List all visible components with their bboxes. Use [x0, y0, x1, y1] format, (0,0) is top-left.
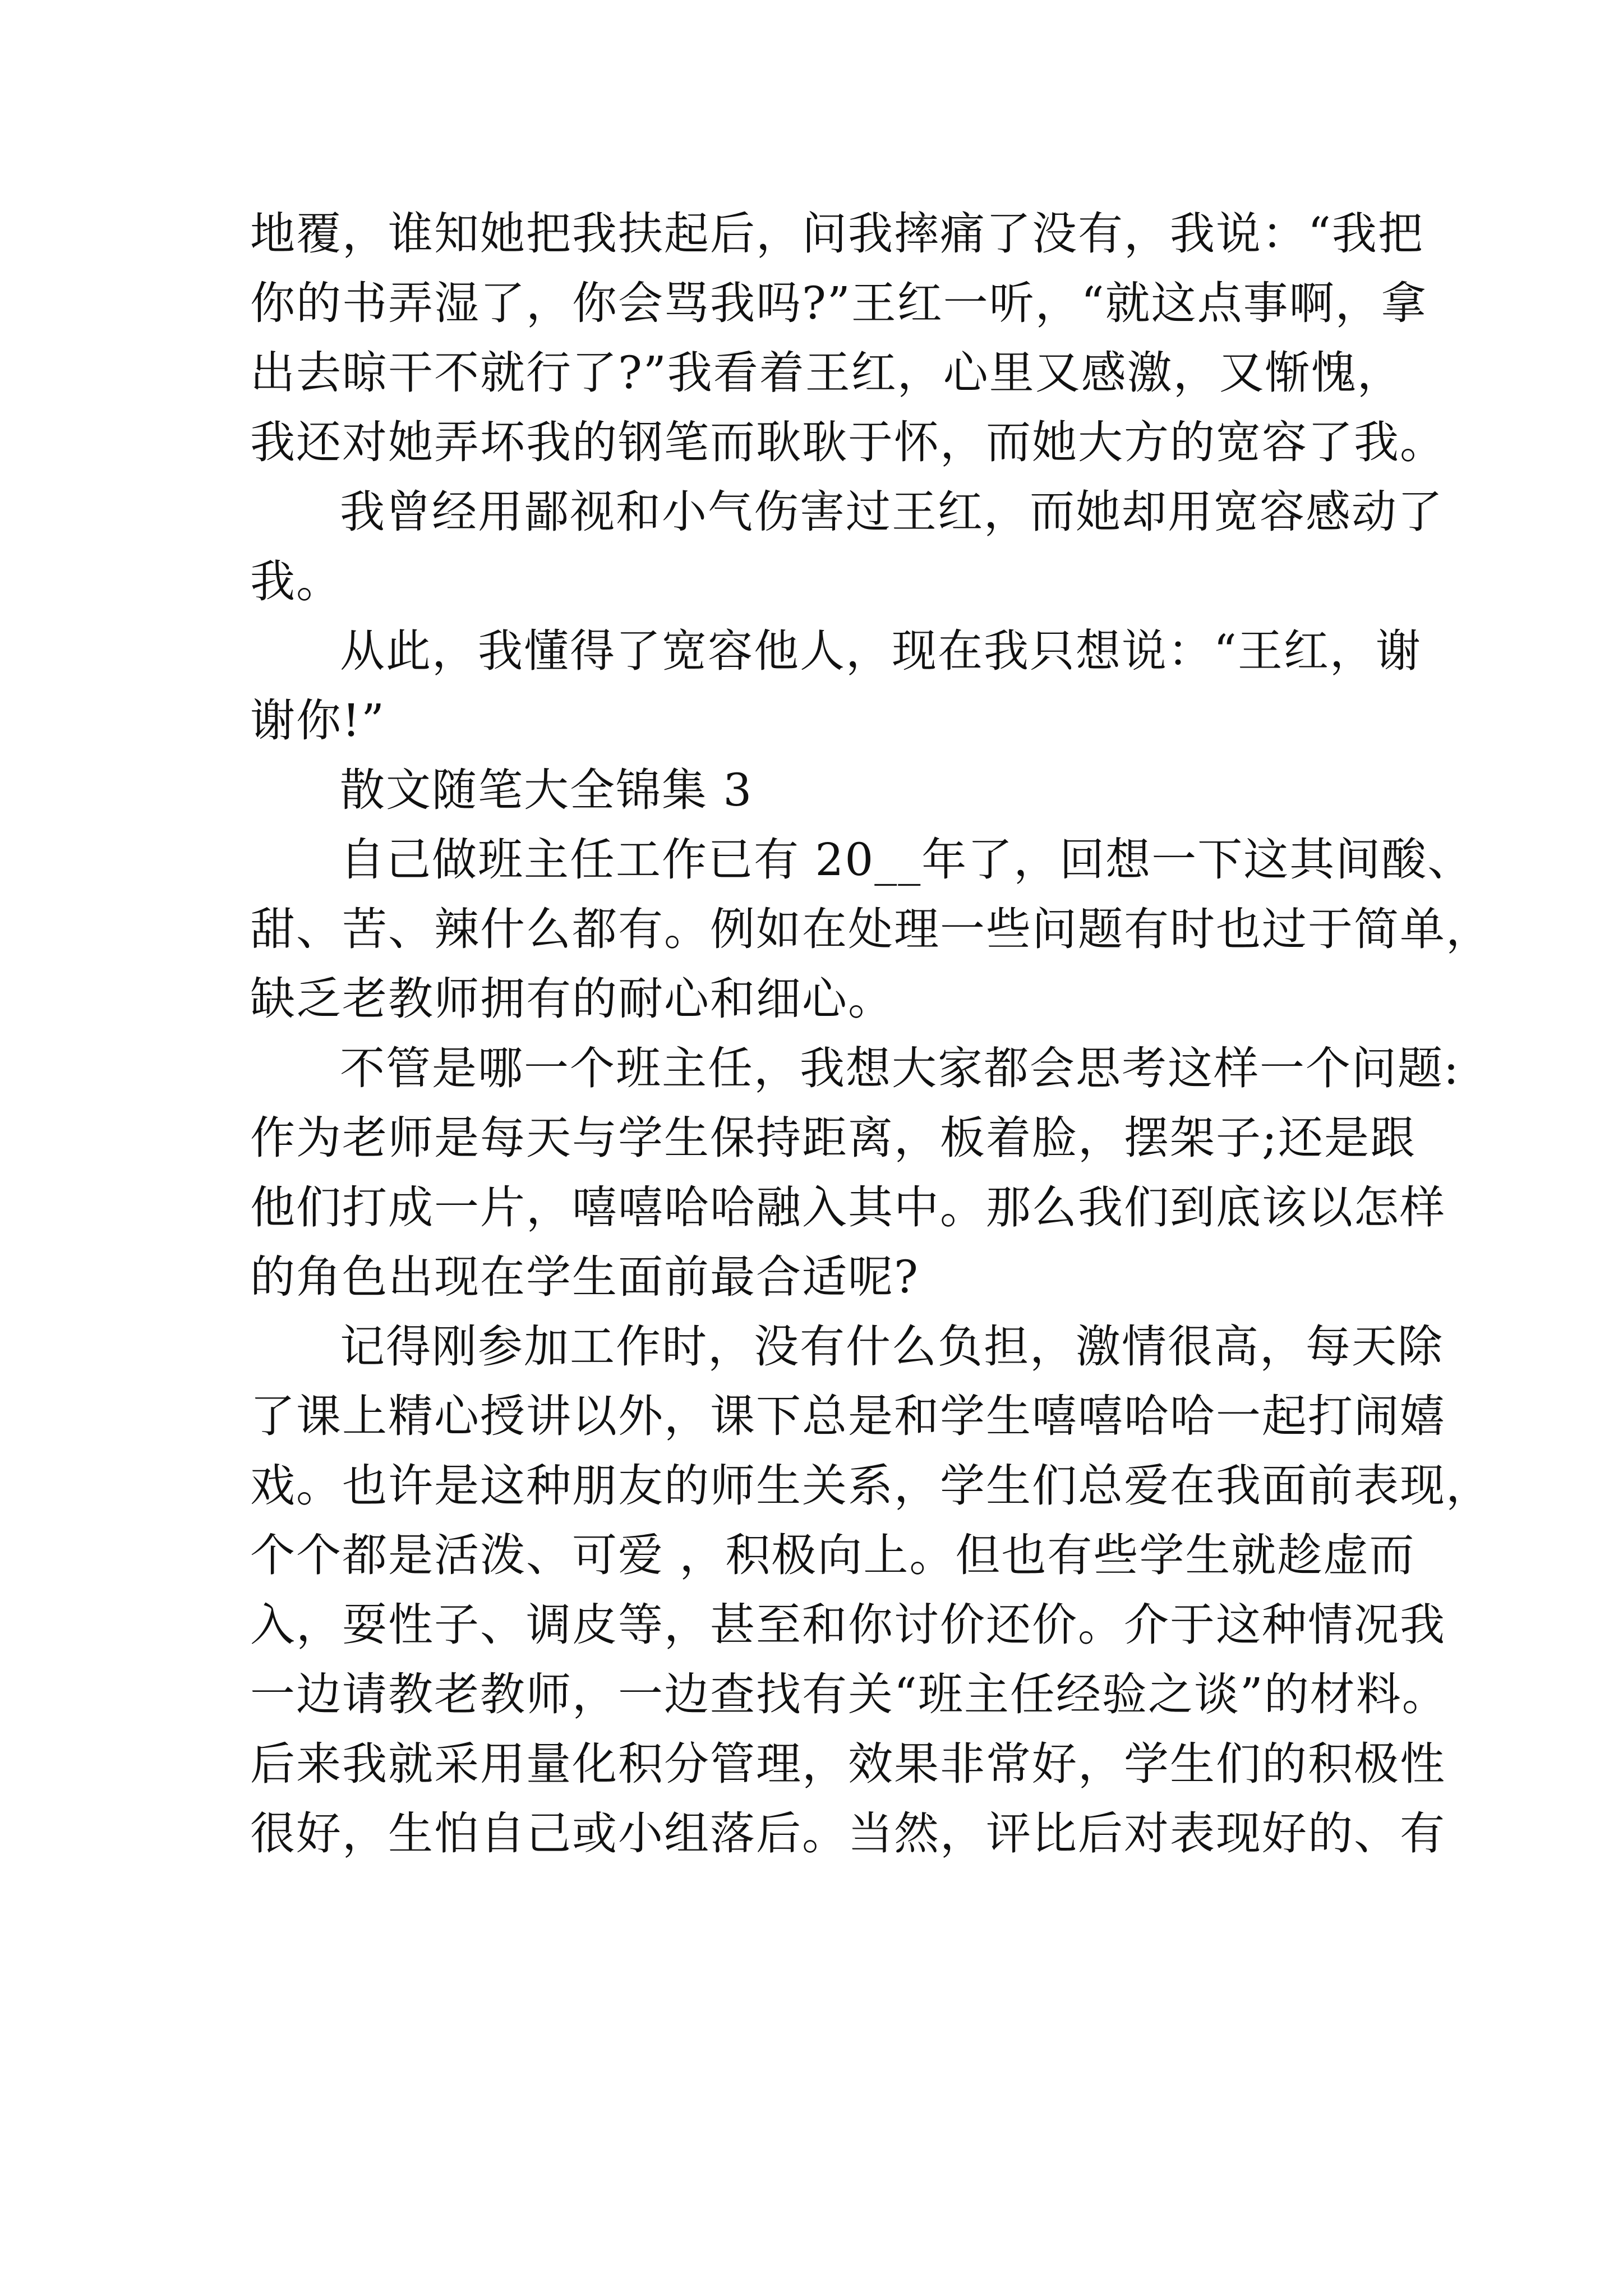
text-line-3: 出去晾干不就行了?”我看着王红，心里又感激，又惭愧，	[250, 347, 1403, 399]
text-line-1: 地覆，谁知她把我扶起后，问我摔痛了没有，我说：“我把	[250, 208, 1424, 260]
text-line-17: 记得刚参加工作时，没有什么负担，激情很高，每天除	[340, 1320, 1444, 1373]
text-line-24: 很好，生怕自己或小组落后。当然，评比后对表现好的、有	[250, 1807, 1446, 1860]
text-line-6: 我。	[250, 555, 342, 608]
text-line-20: 个个都是活泼、可爱 ，积极向上。但也有些学生就趁虚而	[250, 1529, 1415, 1581]
text-line-4: 我还对她弄坏我的钢笔而耿耿于怀，而她大方的宽容了我。	[250, 416, 1446, 468]
text-line-11: 甜、苦、辣什么都有。例如在处理一些问题有时也过于简单，	[250, 903, 1492, 955]
text-line-5: 我曾经用鄙视和小气伤害过王红，而她却用宽容感动了	[340, 486, 1444, 538]
text-line-21: 入，耍性子、调皮等，甚至和你讨价还价。介于这种情况我	[250, 1599, 1446, 1651]
text-line-19: 戏。也许是这种朋友的师生关系，学生们总爱在我面前表现，	[250, 1460, 1492, 1512]
text-line-16: 的角色出现在学生面前最合适呢?	[250, 1251, 919, 1303]
text-line-23: 后来我就采用量化积分管理，效果非常好，学生们的积极性	[250, 1738, 1446, 1790]
text-line-13: 不管是哪一个班主任，我想大家都会思考这样一个问题:	[340, 1042, 1460, 1094]
text-line-18: 了课上精心授讲以外，课下总是和学生嘻嘻哈哈一起打闹嬉	[250, 1390, 1446, 1442]
text-line-10: 自己做班主任工作已有 20__年了，回想一下这其间酸、	[340, 834, 1474, 886]
text-line-8: 谢你!”	[250, 694, 386, 747]
text-line-15: 他们打成一片，嘻嘻哈哈融入其中。那么我们到底该以怎样	[250, 1181, 1446, 1234]
text-line-22: 一边请教老教师，一边查找有关“班主任经验之谈”的材料。	[250, 1668, 1448, 1720]
section-heading: 散文随笔大全锦集 3	[340, 764, 753, 816]
document-body	[250, 199, 1492, 1869]
text-line-14: 作为老师是每天与学生保持距离，板着脸，摆架子;还是跟	[250, 1112, 1416, 1164]
text-line-12: 缺乏老教师拥有的耐心和细心。	[250, 973, 894, 1025]
text-line-7: 从此，我懂得了宽容他人，现在我只想说：“王红，谢	[340, 625, 1422, 677]
text-line-2: 你的书弄湿了，你会骂我吗?”王红一听，“就这点事啊，拿	[250, 277, 1427, 329]
